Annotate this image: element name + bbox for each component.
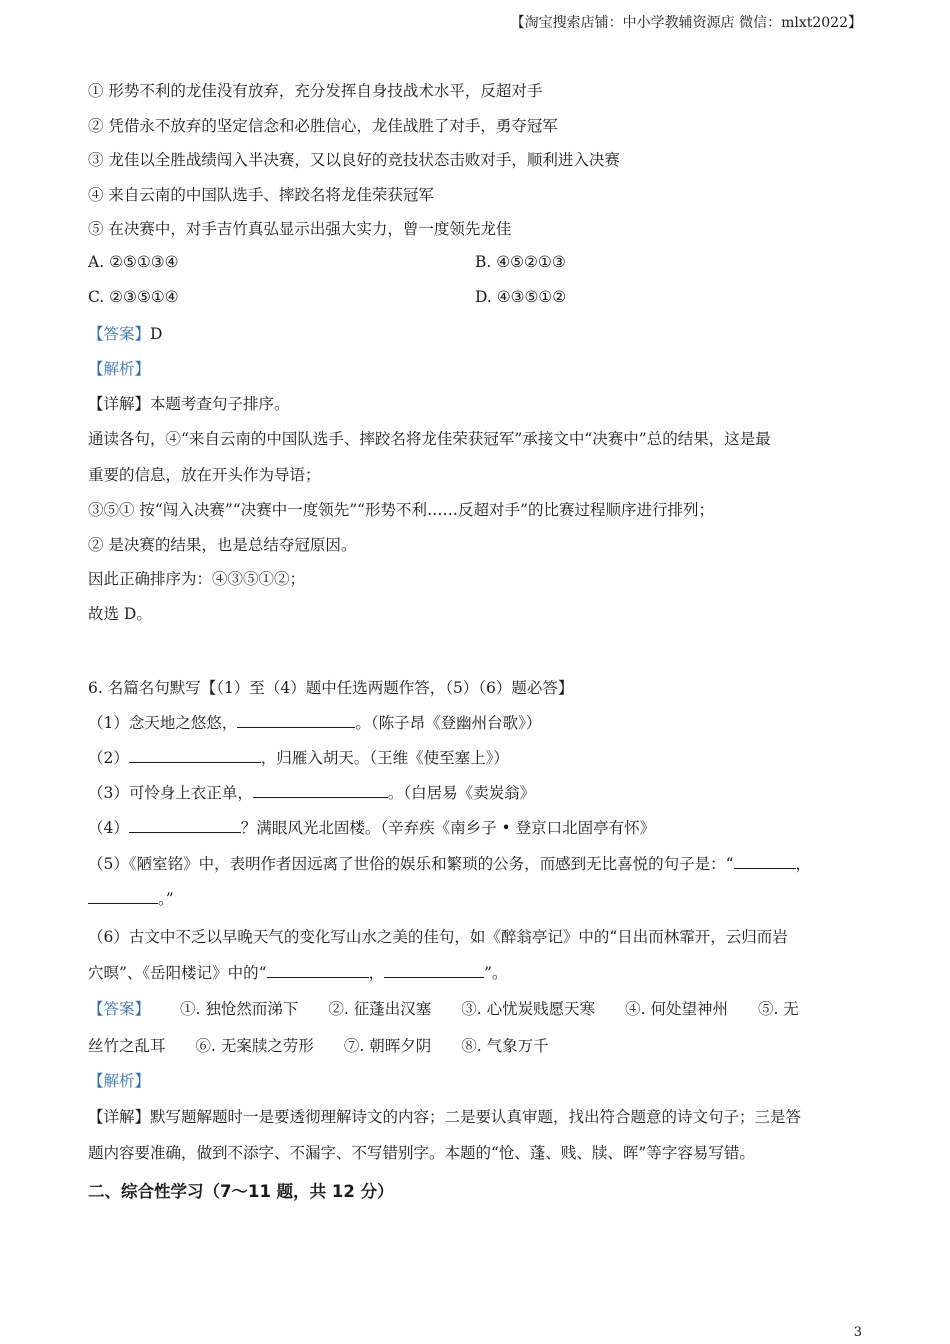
item-text: 。” [158,890,174,908]
q6-analysis-tag: 【解析】 [88,1072,151,1090]
detail-text: 默写题解题时一是要透彻理解诗文的内容；二是要认真审题，找出符合题意的诗文句子；三是答 [150,1108,802,1126]
answer-item: ②. 征蓬出汉塞 [328,1000,432,1018]
answer-item: ⑦. 朝晖夕阴 [343,1037,432,1055]
sentence-2: ② 凭借永不放弃的坚定信念和必胜信心，龙佳战胜了对手，勇夺冠军 [88,117,558,135]
q5-detail-line: 通读各句，④“来自云南的中国队选手、摔跤名将龙佳荣获冠军”承接文中“决赛中”总的结果，这是最 [88,430,771,448]
q6-item-1 [88,712,541,734]
answer-item: ⑥. 无案牍之劳形 [195,1037,314,1055]
item-text: （4） [88,819,129,837]
answer-item: ③. 心忧炭贱愿天寒 [461,1000,596,1018]
q5-analysis-tag: 【解析】 [88,360,151,378]
item-text: 穴暝”、《岳阳楼记》中的“ [88,964,267,982]
item-text: ”。 [484,964,508,982]
q5-detail-line: ② 是决赛的结果，也是总结夺冠原因。 [88,536,357,554]
detail-tag: 【详解】 [88,1108,151,1126]
option-b: B. ④⑤②①③ [475,253,566,271]
q6-item-6: （6）古文中不乏以早晚天气的变化写山水之美的佳句，如《醉翁亭记》中的“日出而林霏开，云归而岩 [88,928,788,946]
q5-answer [88,323,162,345]
sentence-5: ⑤ 在决赛中，对手吉竹真弘显示出强大实力，曾一度领先龙佳 [88,220,512,238]
answer-tag: 【答案】 [88,325,151,343]
section-heading: 二、综合性学习（7～11 题，共 12 分） [88,1182,394,1201]
q6-item-6-cont [88,962,508,984]
answer-blank [237,713,355,728]
answer-blank [129,748,261,763]
q6-detail-line: 题内容要准确，做到不添字、不漏字、不写错别字。本题的“怆、蓬、贱、牍、晖”等字容易写错。 [88,1144,755,1162]
q6-title: 6. 名篇名句默写【（1）至（4）题中任选两题作答，（5）（6）题必答】 [88,679,574,697]
q6-detail [88,1106,801,1128]
option-d: D. ④③⑤①② [475,288,567,306]
item-text: ， [795,855,812,873]
option-a: A. ②⑤①③④ [88,253,179,271]
answer-blank [734,854,796,869]
answer-tag: 【答案】 [88,1000,151,1018]
q5-detail-line: ③⑤① 按“闯入决赛”“决赛中一度领先”“形势不利……反超对手”的比赛过程顺序进行排列； [88,501,714,519]
detail-first: 本题考查句子排序。 [150,395,290,413]
page-header: 【淘宝搜索店铺：中小学教辅资源店 微信：mlxt2022】 [510,15,862,31]
q5-detail-line: 故选 D。 [88,605,152,623]
answer-blank [267,963,369,978]
sentence-1: ① 形势不利的龙佳没有放弃，充分发挥自身技战术水平，反超对手 [88,82,543,100]
item-text: （5）《陋室铭》中，表明作者因远离了世俗的娱乐和繁琐的公务，而感到无比喜悦的句子是：“ [88,855,734,873]
q6-item-5-cont [88,888,174,910]
item-text: ， [368,964,385,982]
q6-item-3 [88,782,535,804]
option-c: C. ②③⑤①④ [88,288,179,306]
q5-detail-line: 因此正确排序为：④③⑤①②； [88,570,306,588]
q5-detail [88,393,290,415]
sentence-3: ③ 龙佳以全胜战绩闯入半决赛，又以良好的竞技状态击败对手，顺利进入决赛 [88,151,620,169]
item-text: （2） [88,749,129,767]
page-number: 3 [853,1325,862,1340]
answer-blank [384,963,484,978]
sentence-4: ④ 来自云南的中国队选手、摔跤名将龙佳荣获冠军 [88,186,434,204]
detail-tag: 【详解】 [88,395,151,413]
answer-value: D [150,325,163,343]
answer-item: 丝竹之乱耳 [88,1037,166,1055]
q6-item-5 [88,853,811,875]
item-text: （1）念天地之悠悠， [88,714,238,732]
answer-blank [129,818,241,833]
item-text: （3）可怜身上衣正单， [88,784,253,802]
answer-item: ⑤. 无 [757,1000,799,1018]
answer-item: ①. 独怆然而涕下 [180,1000,299,1018]
item-text: ，归雁入胡天。（王维《使至塞上》） [260,749,509,767]
answer-item: ⑧. 气象万千 [461,1037,549,1055]
item-text: 。（白居易《卖炭翁》 [387,784,536,802]
q5-detail-line: 重要的信息，放在开头作为导语； [88,466,321,484]
item-text: ？满眼风光北固楼。（辛弃疾《南乡子 • 登京口北固亭有怀》 [240,819,656,837]
q6-answers-cont [88,1035,549,1057]
answer-item: ④. 何处望神州 [625,1000,728,1018]
q6-item-2 [88,747,509,769]
q6-item-4 [88,817,655,839]
item-text: 。（陈子昂《登幽州台歌》） [355,714,542,732]
answer-blank [88,889,158,904]
answer-blank [253,783,388,798]
q6-answers [88,998,799,1020]
